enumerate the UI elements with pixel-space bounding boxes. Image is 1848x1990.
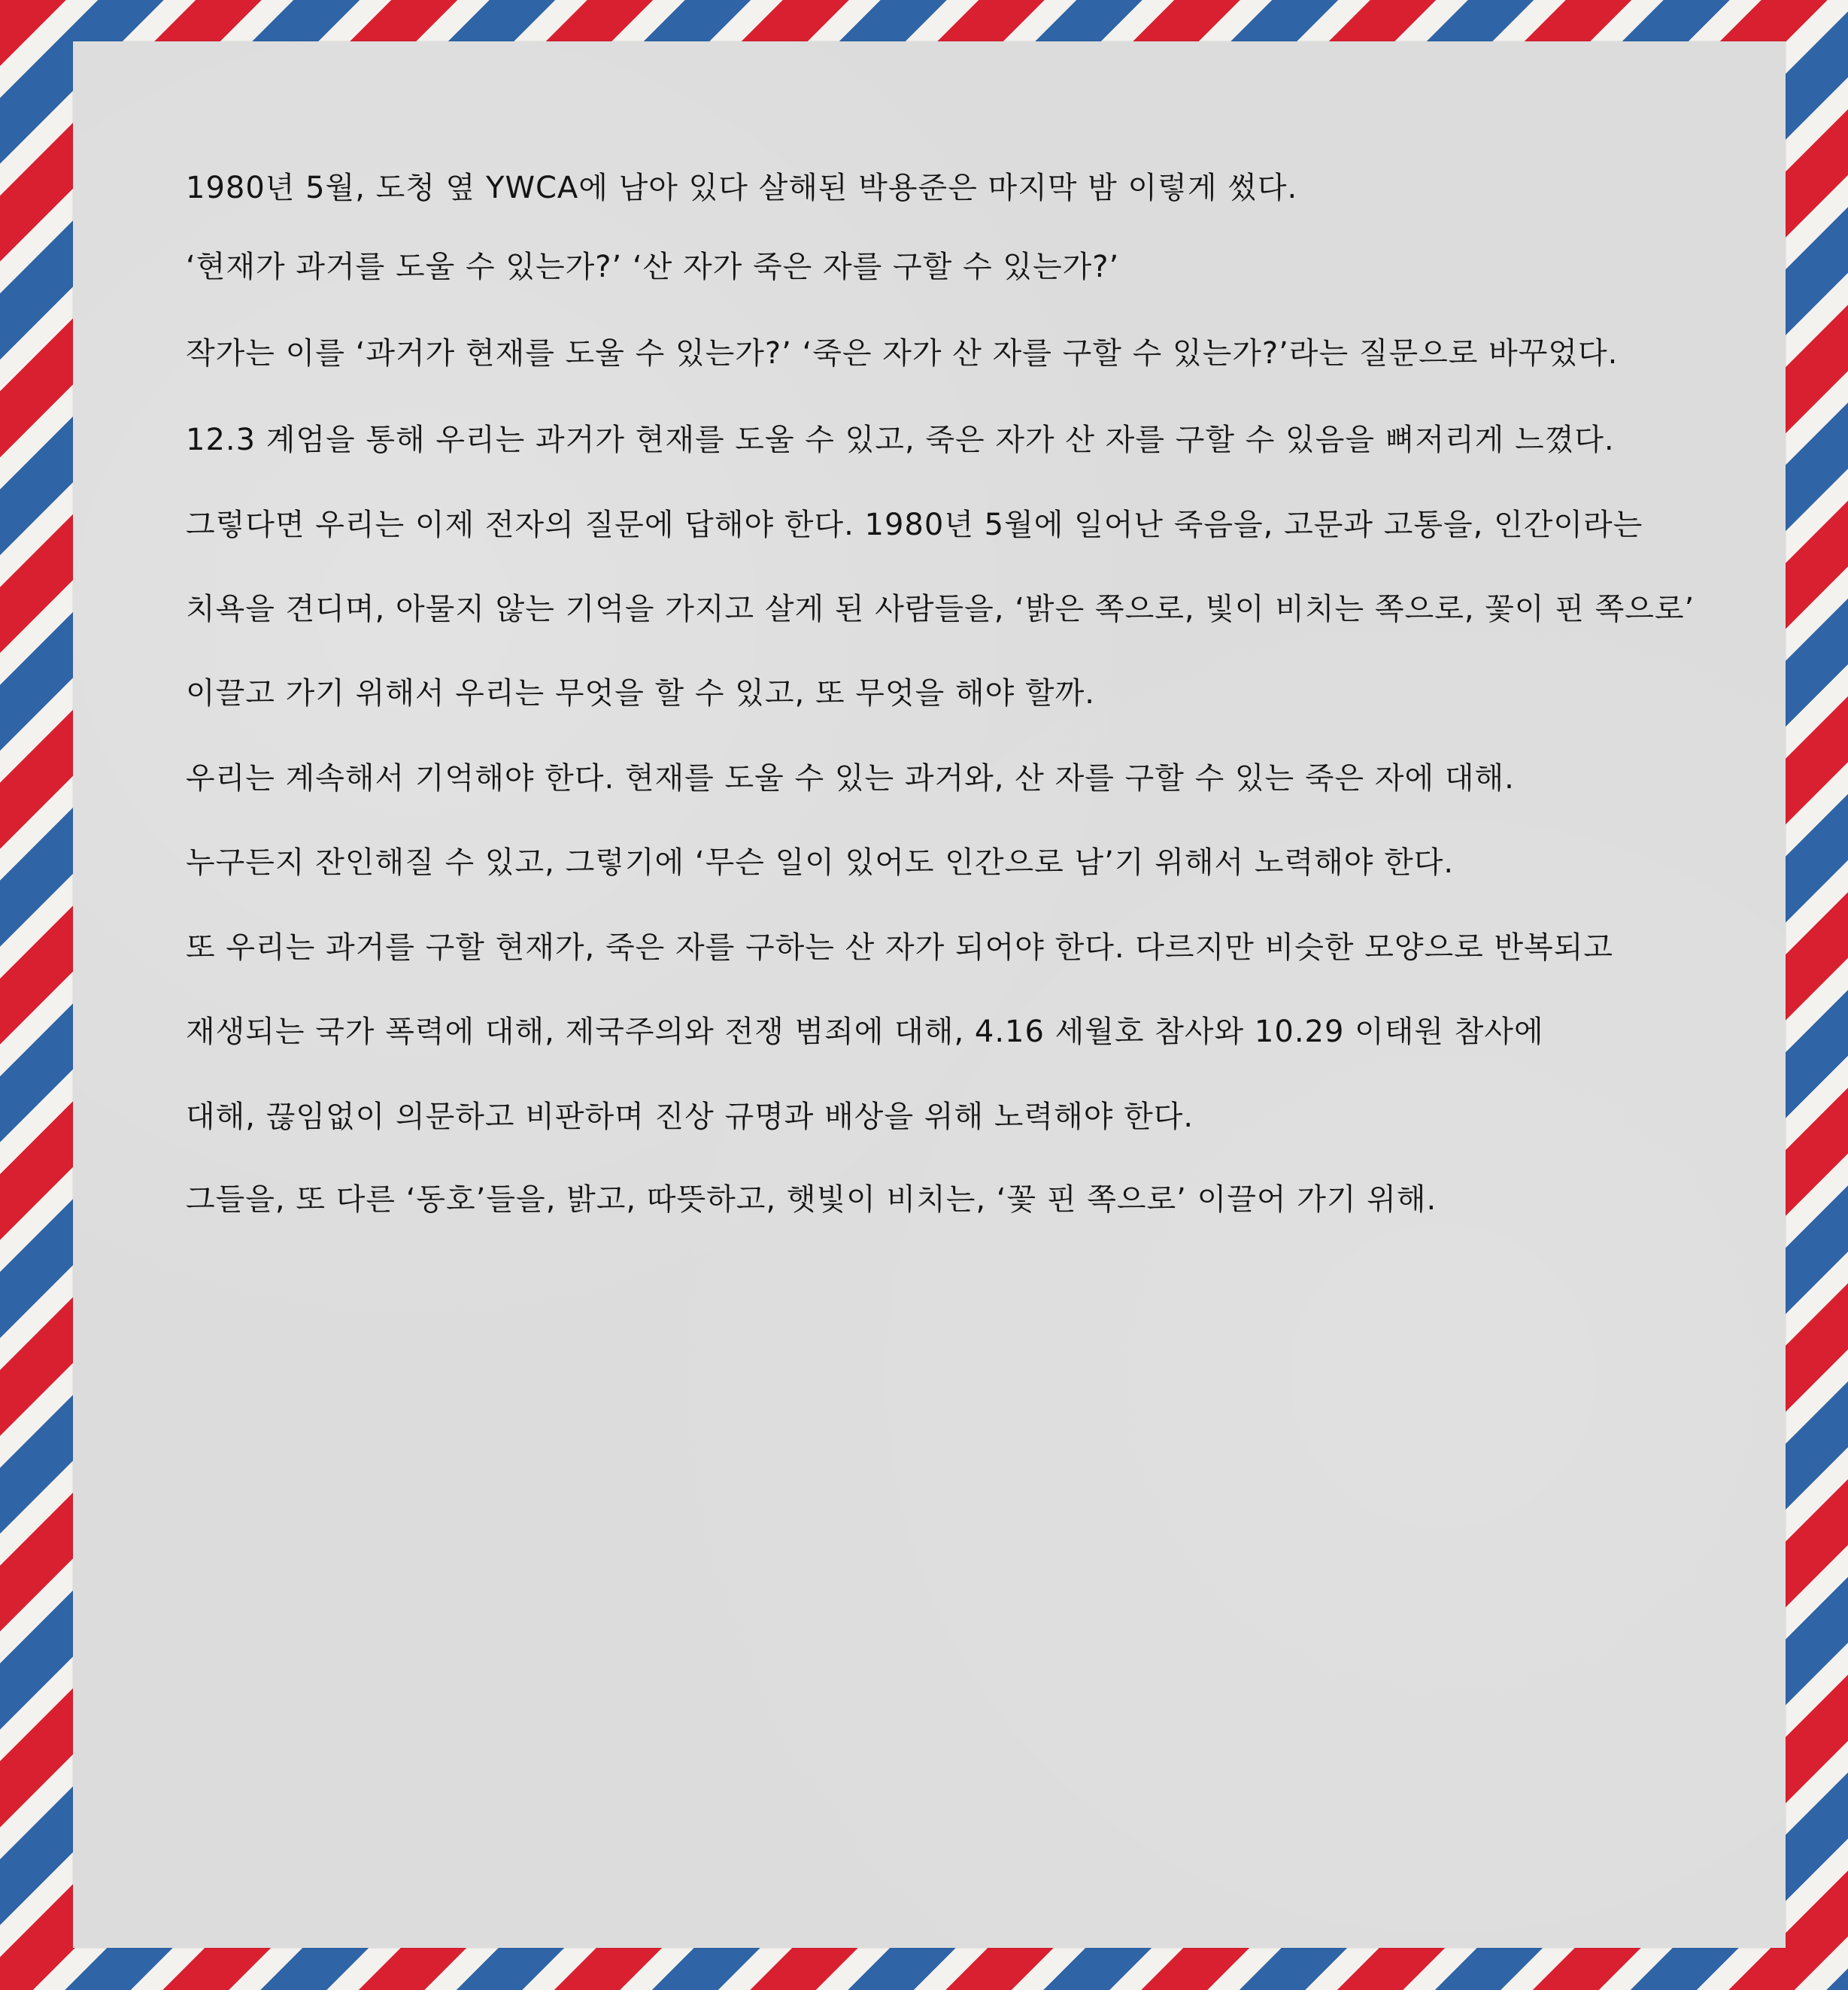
letter-line-4: 12.3 계엄을 통해 우리는 과거가 현재를 도울 수 있고, 죽은 자가 산 자를 구할 수 있음을 뼈저리게 느꼈다. [186,423,1615,457]
letter-line-11: 재생되는 국가 폭력에 대해, 제국주의와 전쟁 범죄에 대해, 4.16 세월호 참사와 10.29 이태원 참사에 [186,1015,1544,1049]
letter-line-2: ‘현재가 과거를 도울 수 있는가?’ ‘산 자가 죽은 자를 구할 수 있는가?’ [186,250,1120,284]
letter-line-1: 1980년 5월, 도청 옆 YWCA에 남아 있다 살해된 박용준은 마지막 밤 이렇게 썼다. [186,171,1298,205]
letter-line-5: 그렇다면 우리는 이제 전자의 질문에 답해야 한다. 1980년 5월에 일어난 죽음을, 고문과 고통을, 인간이라는 [186,508,1643,542]
letter-paper [73,41,1786,1948]
letter-line-10: 또 우리는 과거를 구할 현재가, 죽은 자를 구하는 산 자가 되어야 한다. 다르지만 비슷한 모양으로 반복되고 [186,930,1614,965]
letter-line-13: 그들을, 또 다른 ‘동호’들을, 밝고, 따뜻하고, 햇빛이 비치는, ‘꽃 핀 쪽으로’ 이끌어 가기 위해. [186,1182,1437,1217]
letter-line-7: 이끌고 가기 위해서 우리는 무엇을 할 수 있고, 또 무엇을 해야 할까. [186,676,1095,711]
letter-line-3: 작가는 이를 ‘과거가 현재를 도울 수 있는가?’ ‘죽은 자가 산 자를 구할 수 있는가?’라는 질문으로 바꾸었다. [186,336,1619,371]
letter-line-12: 대해, 끊임없이 의문하고 비판하며 진상 규명과 배상을 위해 노력해야 한다. [186,1100,1194,1134]
letter-line-6: 치욕을 견디며, 아물지 않는 기억을 가지고 살게 된 사람들을, ‘밝은 쪽으로, 빛이 비치는 쪽으로, 꽃이 핀 쪽으로’ [186,592,1695,626]
letter-line-8: 우리는 계속해서 기억해야 한다. 현재를 도울 수 있는 과거와, 산 자를 구할 수 있는 죽은 자에 대해. [186,761,1515,796]
letter-line-9: 누구든지 잔인해질 수 있고, 그렇기에 ‘무슨 일이 있어도 인간으로 남’기 위해서 노력해야 한다. [186,845,1455,880]
